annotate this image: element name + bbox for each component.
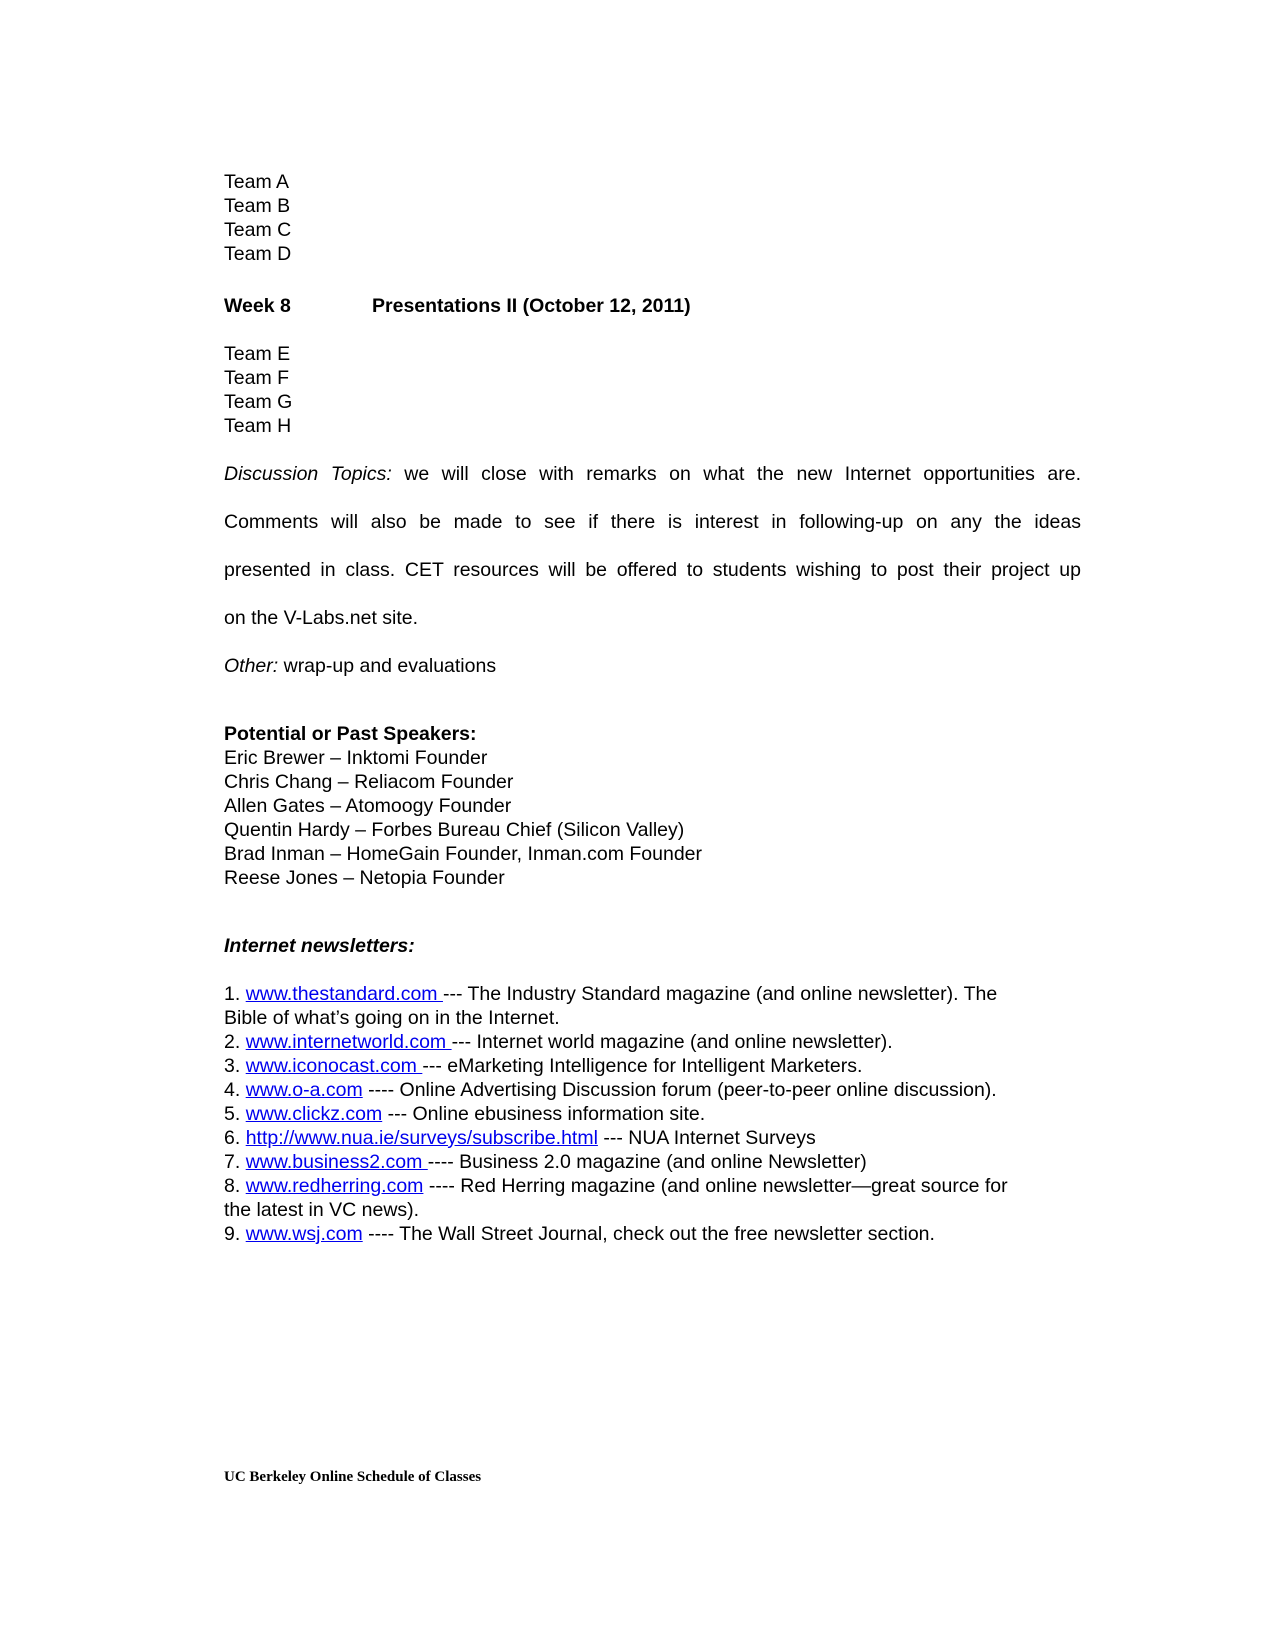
discussion-label: Discussion Topics: bbox=[224, 463, 392, 485]
newsletter-item bbox=[224, 1054, 1081, 1078]
document-page bbox=[224, 170, 1081, 1246]
page-footer: UC Berkeley Online Schedule of Classes bbox=[224, 1469, 482, 1485]
newsletter-description: --- Internet world magazine (and online newsletter). bbox=[451, 1031, 893, 1053]
newsletter-link[interactable]: www.clickz.com bbox=[245, 1103, 383, 1125]
discussion-text: we will close with remarks on what the new Internet opportunities are. bbox=[404, 463, 1081, 485]
newsletters-section bbox=[224, 934, 1081, 1246]
newsletter-number: 9. bbox=[224, 1223, 241, 1245]
team-item: Team G bbox=[224, 391, 293, 413]
speaker-item: Eric Brewer – Inktomi Founder bbox=[224, 747, 488, 769]
week-8-heading bbox=[224, 294, 1081, 318]
speaker-item: Allen Gates – Atomoogy Founder bbox=[224, 795, 512, 817]
team-list-group-1 bbox=[224, 170, 1081, 266]
discussion-line: on the V-Labs.net site. bbox=[224, 607, 419, 629]
newsletter-link[interactable]: http://www.nua.ie/surveys/subscribe.html bbox=[245, 1127, 598, 1149]
team-item: Team C bbox=[224, 219, 292, 241]
newsletter-link[interactable]: www.internetworld.com bbox=[245, 1031, 452, 1053]
team-item: Team A bbox=[224, 171, 290, 193]
newsletter-description: ---- Red Herring magazine (and online newsletter—great source for bbox=[423, 1175, 1008, 1197]
newsletter-item bbox=[224, 1078, 1081, 1102]
team-item: Team D bbox=[224, 243, 292, 265]
team-list-group-2 bbox=[224, 342, 1081, 438]
newsletter-item bbox=[224, 982, 1081, 1030]
newsletter-number: 2. bbox=[224, 1031, 241, 1053]
newsletter-description: --- NUA Internet Surveys bbox=[597, 1127, 816, 1149]
newsletter-link[interactable]: www.iconocast.com bbox=[245, 1055, 423, 1077]
newsletter-link[interactable]: www.redherring.com bbox=[245, 1175, 424, 1197]
newsletter-link[interactable]: www.o-a.com bbox=[245, 1079, 363, 1101]
newsletter-link[interactable]: www.thestandard.com bbox=[245, 983, 443, 1005]
other-label: Other: bbox=[224, 655, 279, 677]
team-item: Team H bbox=[224, 415, 292, 437]
newsletter-item bbox=[224, 1222, 1081, 1246]
newsletter-number: 3. bbox=[224, 1055, 241, 1077]
newsletter-link[interactable]: www.wsj.com bbox=[245, 1223, 363, 1245]
other-line bbox=[224, 654, 1081, 678]
newsletter-link[interactable]: www.business2.com bbox=[245, 1151, 428, 1173]
speakers-section bbox=[224, 722, 1081, 890]
discussion-line: presented in class. CET resources will be offered to students wishing to post their project up bbox=[224, 559, 1081, 581]
speaker-item: Reese Jones – Netopia Founder bbox=[224, 867, 505, 889]
newsletters-heading: Internet newsletters: bbox=[224, 935, 415, 957]
newsletter-description: --- eMarketing Intelligence for Intelligent Marketers. bbox=[422, 1055, 863, 1077]
speakers-heading: Potential or Past Speakers: bbox=[224, 723, 477, 745]
speaker-item: Chris Chang – Reliacom Founder bbox=[224, 771, 514, 793]
newsletter-number: 7. bbox=[224, 1151, 241, 1173]
other-text: wrap-up and evaluations bbox=[283, 655, 497, 677]
discussion-line bbox=[224, 462, 1081, 510]
week-title: Presentations II (October 12, 2011) bbox=[372, 295, 691, 317]
week-label: Week 8 bbox=[224, 295, 291, 317]
newsletter-item bbox=[224, 1126, 1081, 1150]
newsletter-description-continued: Bible of what’s going on in the Internet. bbox=[224, 1007, 560, 1029]
newsletter-number: 8. bbox=[224, 1175, 241, 1197]
newsletter-number: 1. bbox=[224, 983, 241, 1005]
newsletter-number: 6. bbox=[224, 1127, 241, 1149]
speaker-item: Quentin Hardy – Forbes Bureau Chief (Silicon Valley) bbox=[224, 819, 685, 841]
newsletter-description: ---- Business 2.0 magazine (and online Newsletter) bbox=[427, 1151, 867, 1173]
team-item: Team B bbox=[224, 195, 291, 217]
newsletter-description: ---- Online Advertising Discussion forum (peer-to-peer online discussion). bbox=[362, 1079, 997, 1101]
discussion-paragraph bbox=[224, 462, 1081, 630]
speaker-item: Brad Inman – HomeGain Founder, Inman.com Founder bbox=[224, 843, 702, 865]
newsletter-description: --- The Industry Standard magazine (and online newsletter). The bbox=[442, 983, 998, 1005]
team-item: Team F bbox=[224, 367, 290, 389]
discussion-line: Comments will also be made to see if there is interest in following-up on any the ideas bbox=[224, 511, 1081, 533]
newsletter-description-continued: the latest in VC news). bbox=[224, 1199, 420, 1221]
newsletter-list bbox=[224, 982, 1081, 1246]
newsletter-description: --- Online ebusiness information site. bbox=[382, 1103, 706, 1125]
newsletter-item bbox=[224, 1102, 1081, 1126]
newsletter-description: ---- The Wall Street Journal, check out the free newsletter section. bbox=[362, 1223, 935, 1245]
newsletter-number: 5. bbox=[224, 1103, 241, 1125]
newsletter-item bbox=[224, 1150, 1081, 1174]
newsletter-item bbox=[224, 1030, 1081, 1054]
newsletter-number: 4. bbox=[224, 1079, 241, 1101]
newsletter-item bbox=[224, 1174, 1081, 1222]
team-item: Team E bbox=[224, 343, 291, 365]
